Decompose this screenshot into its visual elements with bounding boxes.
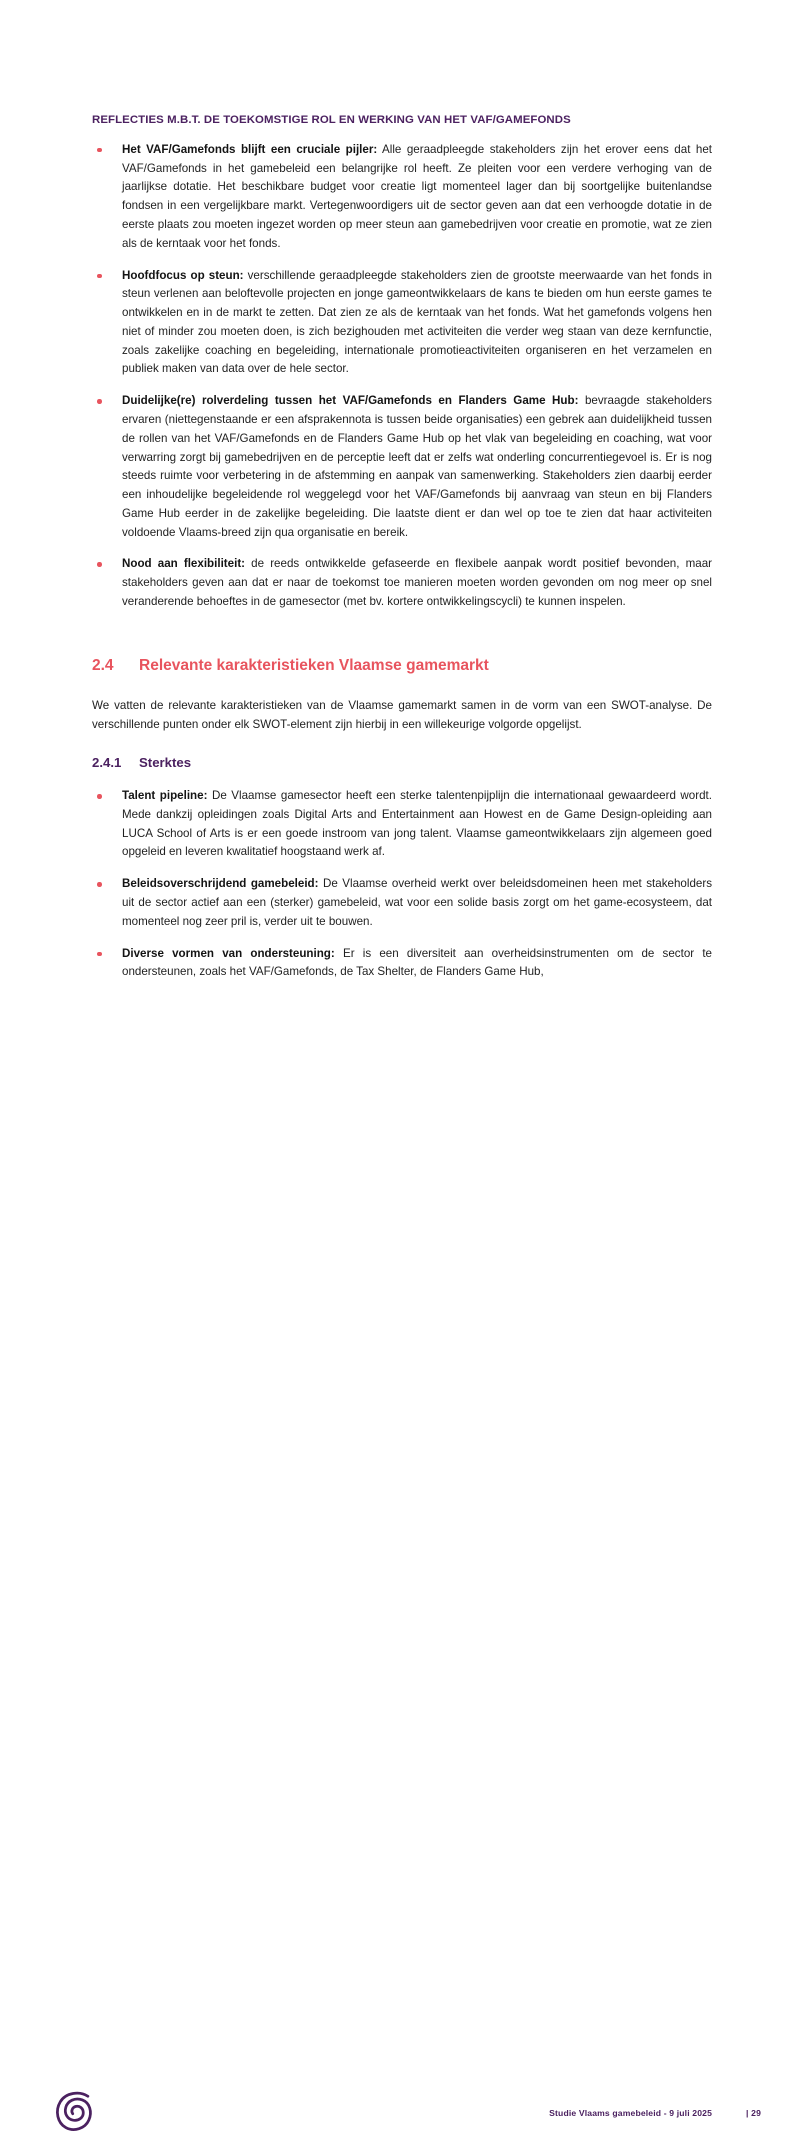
bullet-text: Alle geraadpleegde stakeholders zijn het erover eens dat het VAF/Gamefonds in het gamebeleid een belangrijke rol heeft. Ze pleiten voor een verdere verhoging van de jaarlijkse dotatie. Het beschikbare budget voor creatie ligt momenteel lager dan bij soortgelijke buitenlandse fondsen in een vergelijkbare markt. Vertegenwoordigers uit de sector geven aan dat een verhoogde dotatie in de eerste plaats zou moeten ingezet worden op meer steun aan gamebedrijven voor creatie en promotie, wat ze zien als de kerntaak voor het fonds. — [122, 142, 713, 250]
bullet-text: Er is een diversiteit aan overheidsinstrumenten om de sector te ondersteunen, zoals het VAF/Gamefonds, de Tax Shelter, de Flanders Game Hub, — [122, 946, 712, 979]
list-item — [92, 392, 712, 542]
list-item — [92, 555, 712, 611]
heading-2-4 — [92, 656, 712, 677]
heading-2-4-1 — [92, 754, 712, 772]
bullet-dot-icon — [97, 952, 102, 957]
bullet-text: de reeds ontwikkelde gefaseerde en flexibele aanpak wordt positief bevonden, maar stakeholders geven aan dat er naar de toekomst toe manieren moeten worden gevonden om nog meer op snel veranderende behoeftes in de gamesector (met bv. kortere ontwikkelingscycli) te kunnen inspelen. — [122, 557, 713, 609]
spacer — [92, 612, 712, 656]
bullet-text: verschillende geraadpleegde stakeholders zien de grootste meerwaarde van het fonds in steun verlenen aan beloftevolle projecten en jonge gameontwikkelaars de kans te bieden om hun eerste games te ontwikkelen en in de markt te zetten. Dat zien ze als de kerntaak van het fonds. Wat het gamefonds volgens hen niet of minder zou moeten doen, is zich bezighouden met activiteiten die verder weg staan van deze kernfunctie, zoals zakelijke coaching en begeleiding, internationale promotieactiviteiten organiseren en het verzamelen en publiek maken van data over de hele sector. — [122, 268, 712, 376]
bullet-lead: Nood aan flexibiliteit: — [122, 557, 246, 571]
bullet-dot-icon — [97, 148, 102, 153]
spacer — [92, 772, 712, 787]
bullet-dot-icon — [97, 399, 102, 404]
bullet-dot-icon — [97, 794, 102, 799]
bullet-dot-icon — [97, 882, 102, 887]
list-item — [92, 267, 712, 380]
section-heading-reflecties: REFLECTIES M.B.T. DE TOEKOMSTIGE ROL EN WERKING VAN HET VAF/GAMEFONDS — [92, 114, 571, 126]
list-item — [92, 875, 712, 931]
heading-2-4-1-number: 2.4.1 — [92, 755, 122, 771]
list-item — [92, 945, 712, 983]
bullet-lead: Beleidsoverschrijdend gamebeleid: — [122, 877, 319, 891]
list-item — [92, 787, 712, 862]
spacer — [92, 677, 712, 697]
bullet-text: De Vlaamse gamesector heeft een sterke talentenpijplijn die internationaal gewaardeerd wordt. Mede dankzij opleidingen zoals Digital Arts and Entertainment aan Howest en de Game Design-opleiding aan LUCA School of Arts is er een goede instroom van jong talent. Vlaamse gameontwikkelaars zijn algemeen goed opgeleid en leveren kwalitatief hoogstaand werk af. — [122, 789, 712, 859]
bullet-text: bevraagde stakeholders ervaren (niettegenstaande er een afsprakennota is tussen beide organisaties) een gebrek aan duidelijkheid tussen de rollen van het VAF/Gamefonds en de Flanders Game Hub op het vlak van begeleiding en coaching, wat voor verwarring zorgt bij gamebedrijven en de perceptie leeft dat er zelfs wat onderling concurrentiegevoel is. Er is nog steeds ruimte voor verbetering in de afstemming en aanpak van samenwerking. Stakeholders zien daarbij eerder een inhoudelijke begeleidende rol weggelegd voor het VAF/Gamefonds bij aanvraag van steun en bij Flanders Game Hub eerder in de zakelijke begeleiding. Die laatste dient er dan wel op toe te zien dat haar activiteiten voldoende Vlaams-breed zijn qua organisatie en bereik. — [122, 394, 712, 539]
list-item — [92, 141, 712, 254]
page-content — [92, 113, 712, 982]
reflections-bullet-list — [92, 141, 712, 612]
spacer — [92, 734, 712, 754]
bullet-dot-icon — [97, 274, 102, 279]
section-2-4-intro: We vatten de relevante karakteristieken van de Vlaamse gamemarkt samen in de vorm van een SWOT-analyse. De verschillende punten onder elk SWOT-element zijn hierbij in een willekeurige volgorde opgelijst. — [92, 698, 712, 731]
bullet-lead: Diverse vormen van ondersteuning: — [122, 946, 335, 960]
footer-study-label: Studie Vlaams gamebeleid - 9 juli 2025 — [549, 2108, 712, 2118]
bullet-lead: Talent pipeline: — [122, 789, 208, 803]
bullet-text: De Vlaamse overheid werkt over beleidsdomeinen heen met stakeholders uit de sector actief aan een (sterker) gamebeleid, wat voor een solide basis zorgt om het game-ecosysteem, dat momenteel nog zeer pril is, verder uit te bouwen. — [122, 877, 712, 928]
vaf-spiral-logo-icon — [52, 2088, 98, 2134]
page-footer — [0, 1040, 800, 2118]
bullet-lead: Duidelijke(re) rolverdeling tussen het VAF/Gamefonds en Flanders Game Hub: — [122, 394, 579, 408]
footer-page-number: | 29 — [746, 2108, 761, 2118]
heading-2-4-number: 2.4 — [92, 656, 114, 674]
bullet-dot-icon — [97, 562, 102, 567]
heading-2-4-1-title: Sterktes — [139, 755, 192, 771]
sterktes-bullet-list — [92, 787, 712, 982]
heading-2-4-title: Relevante karakteristieken Vlaamse gamemarkt — [139, 656, 489, 674]
bullet-lead: Het VAF/Gamefonds blijft een cruciale pijler: — [122, 142, 378, 156]
bullet-lead: Hoofdfocus op steun: — [122, 268, 244, 282]
